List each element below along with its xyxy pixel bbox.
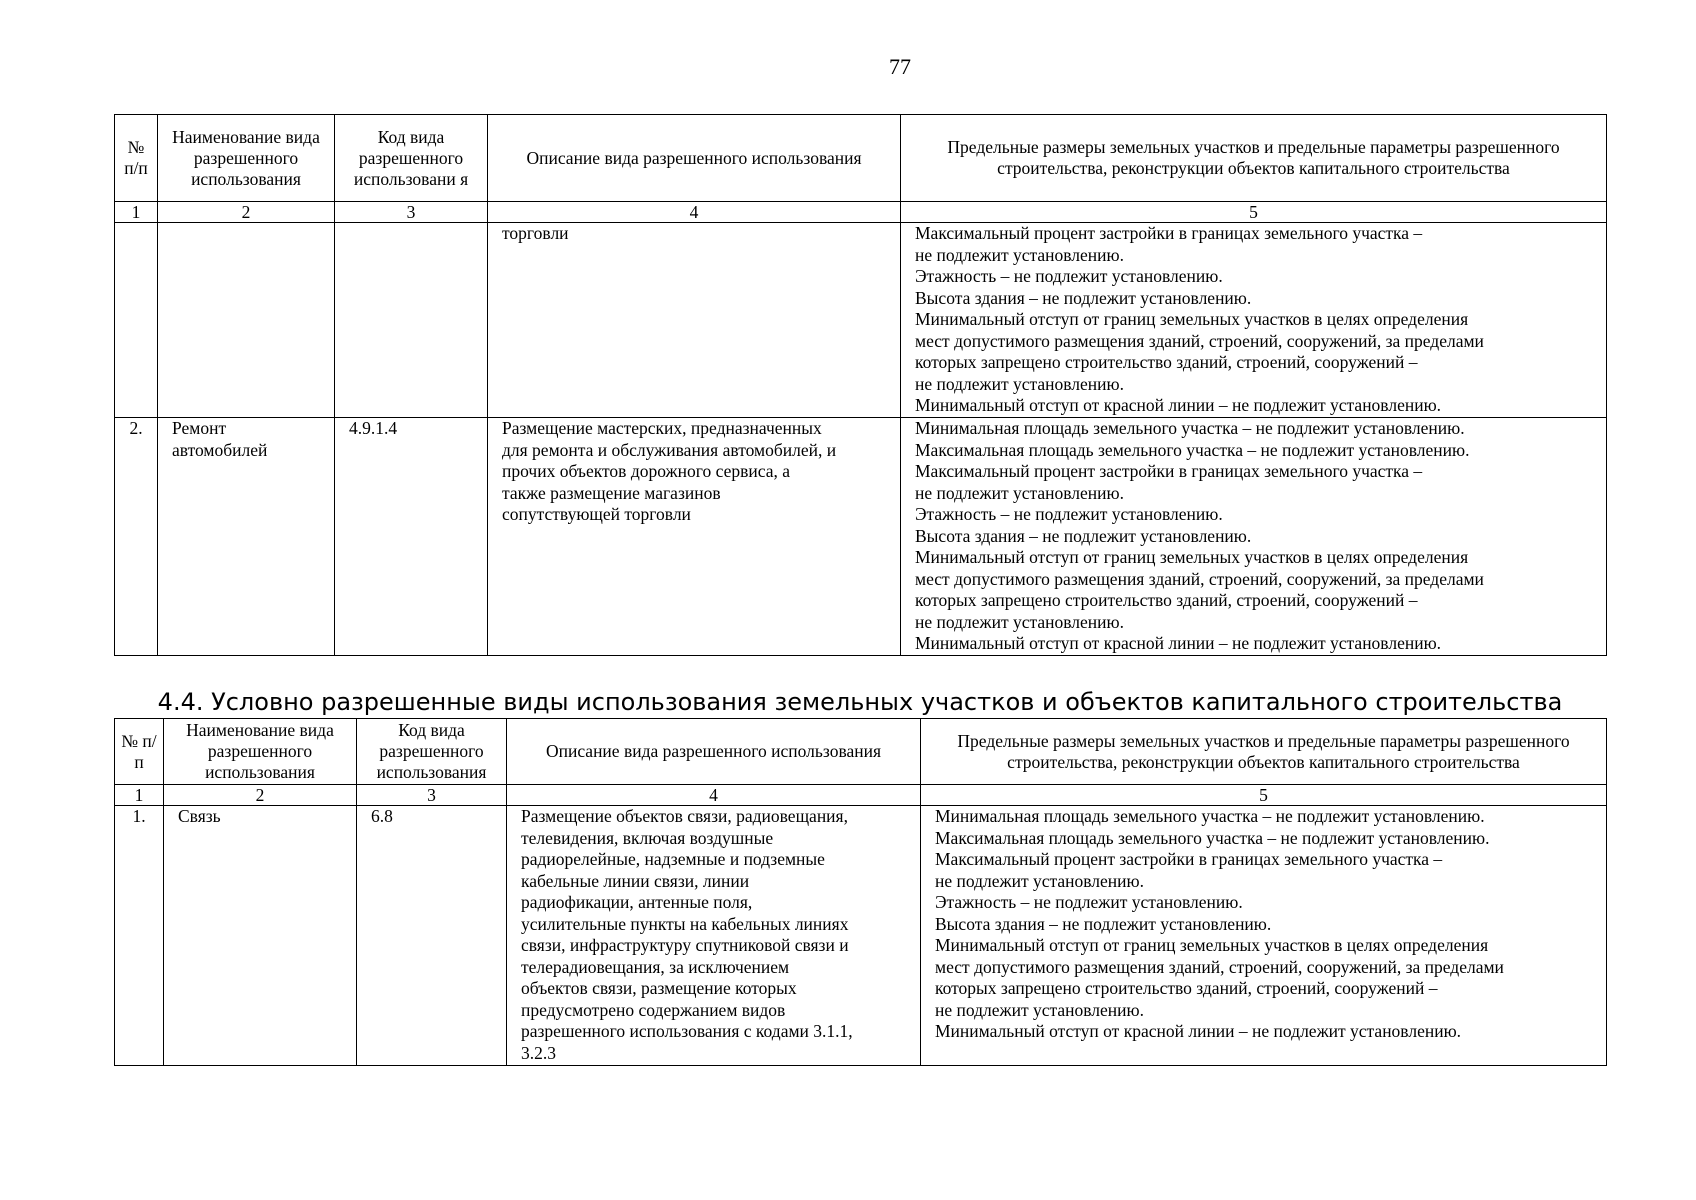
text-line: Максимальный процент застройки в границах земельного участка – <box>915 223 1423 243</box>
text-line: разрешенного использования с кодами 3.1.1, <box>521 1021 853 1041</box>
column-numbers-row <box>115 785 1607 806</box>
column-number: 2 <box>164 785 357 806</box>
text-line: радиофикации, антенные поля, <box>521 892 753 912</box>
row-description <box>488 223 901 418</box>
text-line: 3.2.3 <box>521 1042 556 1063</box>
text-line: Минимальный отступ от красной линии – не подлежит установлению. <box>915 395 1442 415</box>
text-line: не подлежит установлению. <box>915 373 1124 394</box>
regulations-table-main <box>114 114 1607 656</box>
text-line: Этажность – не подлежит установлению. <box>935 892 1243 912</box>
text-line: торговли <box>502 223 569 243</box>
text-line: Размещение мастерских, предназначенных <box>502 418 822 438</box>
text-line: сопутствующей торговли <box>502 504 691 524</box>
text-line: Максимальный процент застройки в границах земельного участка – <box>915 461 1423 481</box>
row-num <box>115 223 158 418</box>
column-number: 3 <box>335 202 488 223</box>
text-line: мест допустимого размещения зданий, строений, сооружений, за пределами <box>915 330 1484 351</box>
text-line: Ремонт <box>172 418 227 438</box>
text-line: Высота здания – не подлежит установлению. <box>915 525 1252 546</box>
section-title: 4.4. Условно разрешенные виды использования земельных участков и объектов капитального строительства <box>157 688 1563 716</box>
row-num: 1. <box>115 806 164 1066</box>
text-line: не подлежит установлению. <box>935 870 1144 891</box>
table-header-row <box>115 115 1607 202</box>
text-line: Минимальный отступ от красной линии – не подлежит установлению. <box>935 1021 1462 1041</box>
text-line: Минимальный отступ от границ земельных участков в целях определения <box>915 547 1469 567</box>
text-line: Максимальный процент застройки в границах земельного участка – <box>935 849 1443 869</box>
row-code: 6.8 <box>357 806 507 1066</box>
column-number: 1 <box>115 785 164 806</box>
page-number: 77 <box>889 54 911 79</box>
column-numbers-row <box>115 202 1607 223</box>
column-number: 2 <box>158 202 335 223</box>
text-line: не подлежит установлению. <box>915 244 1124 265</box>
row-num: 2. <box>115 418 158 656</box>
header-num: № п/п <box>115 719 164 785</box>
text-line: Этажность – не подлежит установлению. <box>915 504 1223 524</box>
text-line: Минимальная площадь земельного участка – не подлежит установлению. <box>935 806 1485 826</box>
text-line: не подлежит установлению. <box>915 482 1124 503</box>
conditional-uses-table <box>114 718 1607 1066</box>
text-line: Максимальная площадь земельного участка – не подлежит установлению. <box>935 827 1490 848</box>
text-line: телерадиовещания, за исключением <box>521 956 790 977</box>
table-row <box>115 806 1607 1066</box>
row-name <box>158 223 335 418</box>
header-name: Наименование вида разрешенного использования <box>158 115 335 202</box>
header-parameters: Предельные размеры земельных участков и предельные параметры разрешенного строительства, реконструкции объектов капитального строительства <box>901 115 1607 202</box>
header-name: Наименование вида разрешенного использования <box>164 719 357 785</box>
row-code <box>335 223 488 418</box>
column-number: 5 <box>921 785 1607 806</box>
column-number: 4 <box>488 202 901 223</box>
text-line: не подлежит установлению. <box>915 611 1124 632</box>
text-line: которых запрещено строительство зданий, строений, сооружений – <box>915 590 1418 610</box>
row-description <box>488 418 901 656</box>
text-line: Высота здания – не подлежит установлению. <box>915 287 1252 308</box>
text-line: Размещение объектов связи, радиовещания, <box>521 806 848 826</box>
text-line: мест допустимого размещения зданий, строений, сооружений, за пределами <box>915 568 1484 589</box>
header-parameters: Предельные размеры земельных участков и предельные параметры разрешенного строительства, реконструкции объектов капитального строительства <box>921 719 1607 785</box>
text-line: связи, инфраструктуру спутниковой связи и <box>521 935 849 955</box>
table-row <box>115 223 1607 418</box>
header-description: Описание вида разрешенного использования <box>488 115 901 202</box>
header-num: № п/п <box>115 115 158 202</box>
row-description <box>507 806 921 1066</box>
column-number: 3 <box>357 785 507 806</box>
text-line: которых запрещено строительство зданий, строений, сооружений – <box>935 978 1438 998</box>
text-line: не подлежит установлению. <box>935 999 1144 1020</box>
text-line: мест допустимого размещения зданий, строений, сооружений, за пределами <box>935 956 1504 977</box>
column-number: 1 <box>115 202 158 223</box>
text-line: Минимальный отступ от границ земельных участков в целях определения <box>935 935 1489 955</box>
text-line: кабельные линии связи, линии <box>521 870 750 891</box>
column-number: 5 <box>901 202 1607 223</box>
text-line: Максимальная площадь земельного участка – не подлежит установлению. <box>915 439 1470 460</box>
row-parameters <box>901 223 1607 418</box>
header-code: Код вида разрешенного использовани я <box>335 115 488 202</box>
table-row <box>115 418 1607 656</box>
table-header-row <box>115 719 1607 785</box>
text-line: Минимальная площадь земельного участка – не подлежит установлению. <box>915 418 1465 438</box>
text-line: автомобилей <box>172 439 268 460</box>
text-line: радиорелейные, надземные и подземные <box>521 849 825 869</box>
text-line: также размещение магазинов <box>502 482 721 503</box>
row-code: 4.9.1.4 <box>335 418 488 656</box>
text-line: Минимальный отступ от границ земельных участков в целях определения <box>915 309 1469 329</box>
text-line: которых запрещено строительство зданий, строений, сооружений – <box>915 352 1418 372</box>
row-parameters <box>921 806 1607 1066</box>
column-number: 4 <box>507 785 921 806</box>
text-line: Этажность – не подлежит установлению. <box>915 266 1223 286</box>
text-line: прочих объектов дорожного сервиса, а <box>502 461 790 481</box>
row-parameters <box>901 418 1607 656</box>
header-description: Описание вида разрешенного использования <box>507 719 921 785</box>
header-code: Код вида разрешенного использования <box>357 719 507 785</box>
row-name: Связь <box>164 806 357 1066</box>
text-line: усилительные пункты на кабельных линиях <box>521 913 849 934</box>
text-line: телевидения, включая воздушные <box>521 827 774 848</box>
text-line: Высота здания – не подлежит установлению. <box>935 913 1272 934</box>
text-line: для ремонта и обслуживания автомобилей, и <box>502 439 837 460</box>
text-line: предусмотрено содержанием видов <box>521 999 786 1020</box>
text-line: объектов связи, размещение которых <box>521 978 797 998</box>
row-name <box>158 418 335 656</box>
text-line: Минимальный отступ от красной линии – не подлежит установлению. <box>915 633 1442 653</box>
